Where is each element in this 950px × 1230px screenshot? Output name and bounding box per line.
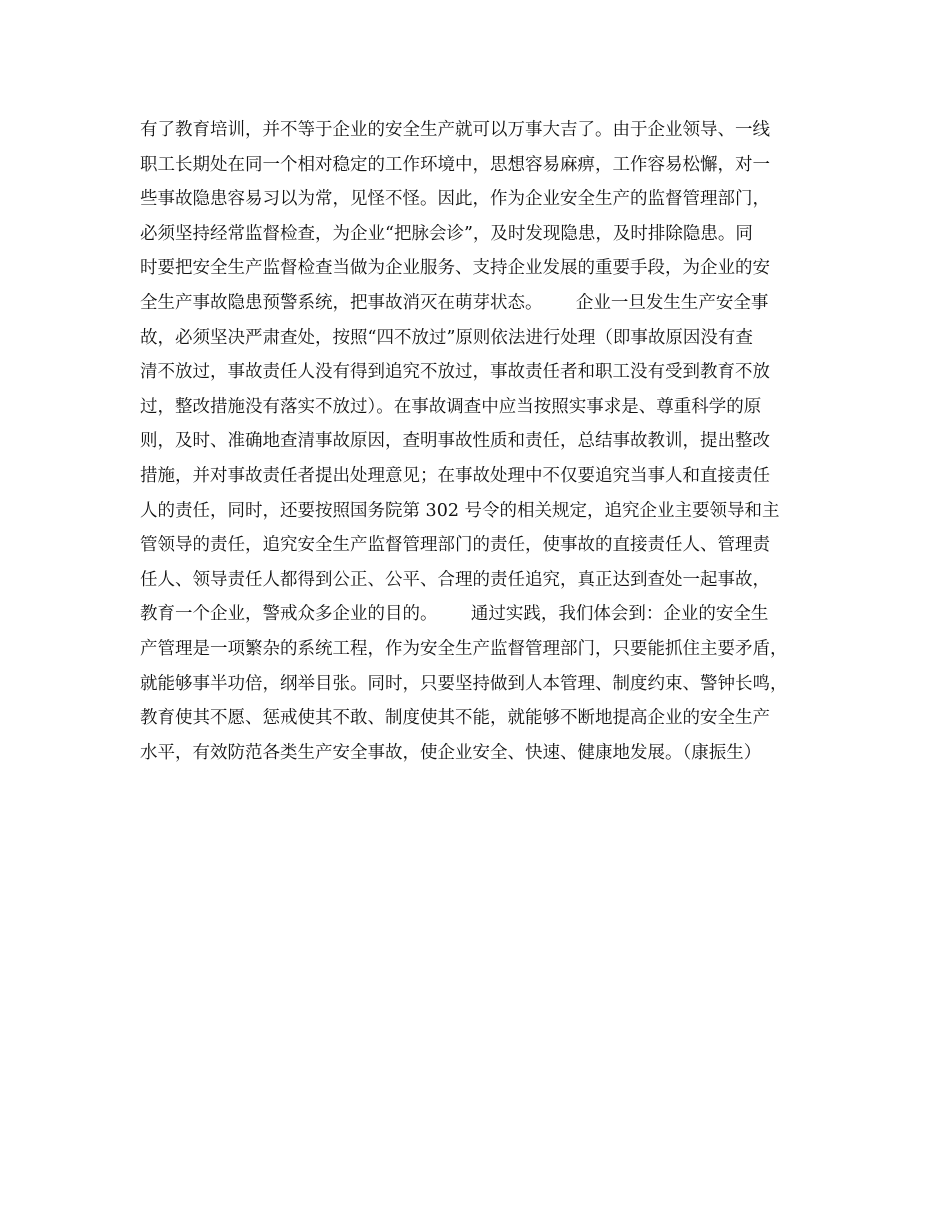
text-line: 过，整改措施没有落实不放过）。在事故调查中应当按照实事求是、尊重科学的原: [140, 396, 762, 417]
text-line: 教育使其不愿、惩戒使其不敢、制度使其不能，就能够不断地提高企业的安全生产: [140, 708, 770, 729]
text-line: 水平，有效防范各类生产安全事故，使企业安全、快速、健康地发展。（康振生）: [140, 742, 762, 763]
text-line: 就能够事半功倍，纲举目张。同时，只要坚持做到人本管理、制度约束、警钟长鸣，: [140, 673, 788, 694]
text-line: 职工长期处在同一个相对稳定的工作环境中，思想容易麻痹，工作容易松懈，对一: [140, 154, 770, 175]
text-line: 故，必须坚决严肃查处，按照“四不放过”原则依法进行处理（即事故原因没有查: [140, 327, 753, 348]
text-line: 些事故隐患容易习以为常，见怪不怪。因此，作为企业安全生产的监督管理部门，: [140, 189, 770, 210]
text-line: 清不放过，事故责任人没有得到追究不放过，事故责任者和职工没有受到教育不放: [140, 362, 770, 383]
text-line: 管领导的责任，追究安全生产监督管理部门的责任，使事故的直接责任人、管理责: [140, 535, 770, 556]
text-line: 则，及时、准确地查清事故原因，查明事故性质和责任，总结事故教训，提出整改: [140, 431, 770, 452]
text-line: 人的责任，同时，还要按照国务院第 302 号令的相关规定，追究企业主要领导和主: [140, 500, 780, 521]
text-line: 必须坚持经常监督检查，为企业“把脉会诊”，及时发现隐患，及时排除隐患。同: [140, 223, 753, 244]
text-line: 措施，并对事故责任者提出处理意见；在事故处理中不仅要追究当事人和直接责任: [140, 465, 770, 486]
text-line: 任人、领导责任人都得到公正、公平、合理的责任追究，真正达到查处一起事故，: [140, 569, 770, 590]
text-line: 教育一个企业，警戒众多企业的目的。 通过实践，我们体会到：企业的安全生: [140, 604, 769, 625]
text-line: 全生产事故隐患预警系统，把事故消灭在萌芽状态。 企业一旦发生生产安全事: [140, 292, 769, 313]
text-line: 时要把安全生产监督检查当做为企业服务、支持企业发展的重要手段，为企业的安: [140, 258, 770, 279]
text-line: 产管理是一项繁杂的系统工程，作为安全生产监督管理部门，只要能抓住主要矛盾，: [140, 638, 788, 659]
text-line: 有了教育培训，并不等于企业的安全生产就可以万事大吉了。由于企业领导、一线: [140, 120, 770, 140]
body-text: [140, 113, 840, 770]
